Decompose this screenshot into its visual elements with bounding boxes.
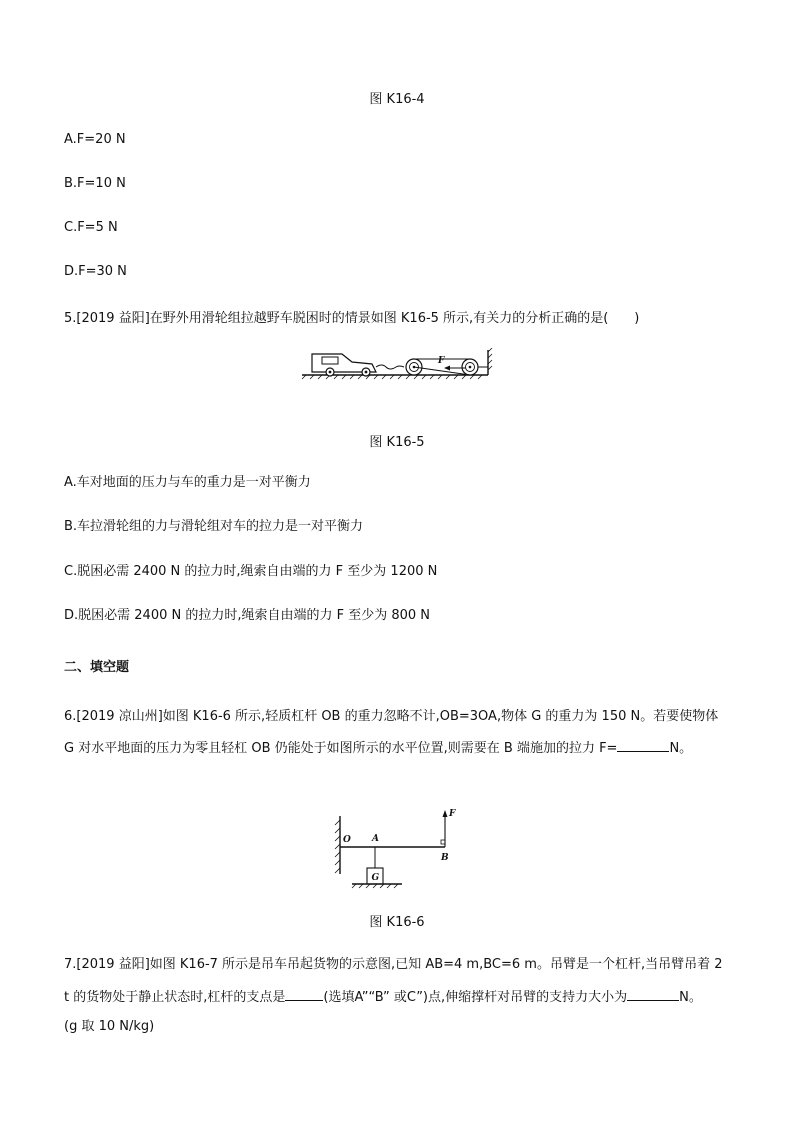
q7-line-2-unit: N。 bbox=[679, 990, 702, 1005]
label-b: B bbox=[441, 853, 449, 863]
q7-answer-blank-2[interactable] bbox=[627, 988, 679, 1001]
q5-option-a: A.车对地面的压力与车的重力是一对平衡力 bbox=[64, 475, 311, 490]
label-f: F bbox=[449, 809, 456, 819]
q7-line-2-text: t 的货物处于静止状态时,杠杆的支点是 bbox=[64, 990, 286, 1005]
q5-option-b: B.车拉滑轮组的力与滑轮组对车的拉力是一对平衡力 bbox=[64, 519, 364, 534]
label-o: O bbox=[343, 835, 351, 845]
figure-k16-5-pulley-car bbox=[300, 348, 500, 380]
q6-line-2-text: G 对水平地面的压力为零且轻杠 OB 仍能处于如图所示的水平位置,则需要在 B 端施加的拉力 F= bbox=[64, 741, 618, 756]
q4-option-b: B.F=10 N bbox=[64, 176, 126, 191]
force-label-f: F bbox=[438, 356, 445, 366]
q4-option-d: D.F=30 N bbox=[64, 264, 127, 279]
figure-k16-6-lever bbox=[330, 804, 460, 890]
q5-option-c: C.脱困必需 2400 N 的拉力时,绳索自由端的力 F 至少为 1200 N bbox=[64, 564, 438, 579]
figure-caption-k16-5: 图 K16-5 bbox=[369, 435, 425, 450]
q7-line-2 bbox=[64, 988, 702, 1007]
figure-caption-k16-6: 图 K16-6 bbox=[369, 915, 425, 930]
q7-answer-blank-1[interactable] bbox=[285, 988, 323, 1001]
q5-option-d: D.脱困必需 2400 N 的拉力时,绳索自由端的力 F 至少为 800 N bbox=[64, 608, 431, 623]
q7-line-3: (g 取 10 N/kg) bbox=[64, 1019, 155, 1034]
figure-caption-k16-4: 图 K16-4 bbox=[369, 92, 425, 107]
section-title-fill-in: 二、填空题 bbox=[64, 660, 130, 675]
q6-line-1: 6.[2019 凉山州]如图 K16-6 所示,轻质杠杆 OB 的重力忽略不计,OB=3OA,物体 G 的重力为 150 N。若要使物体 bbox=[64, 709, 719, 724]
q6-line-2 bbox=[64, 739, 692, 758]
q4-option-c: C.F=5 N bbox=[64, 220, 118, 235]
q7-line-1: 7.[2019 益阳]如图 K16-7 所示是吊车吊起货物的示意图,已知 AB=4 m,BC=6 m。吊臂是一个杠杆,当吊臂吊着 2 bbox=[64, 957, 723, 972]
q6-answer-blank[interactable] bbox=[617, 739, 669, 752]
q5-stem: 5.[2019 益阳]在野外用滑轮组拉越野车脱困时的情景如图 K16-5 所示,有关力的分析正确的是( ) bbox=[64, 311, 640, 326]
q7-line-2-middle: (选填A”“B” 或C”)点,伸缩撑杆对吊臂的支持力大小为 bbox=[323, 990, 628, 1005]
q6-line-2-unit: N。 bbox=[669, 741, 693, 756]
label-a: A bbox=[372, 834, 379, 844]
q4-option-a: A.F=20 N bbox=[64, 132, 126, 147]
label-g: G bbox=[371, 873, 380, 883]
